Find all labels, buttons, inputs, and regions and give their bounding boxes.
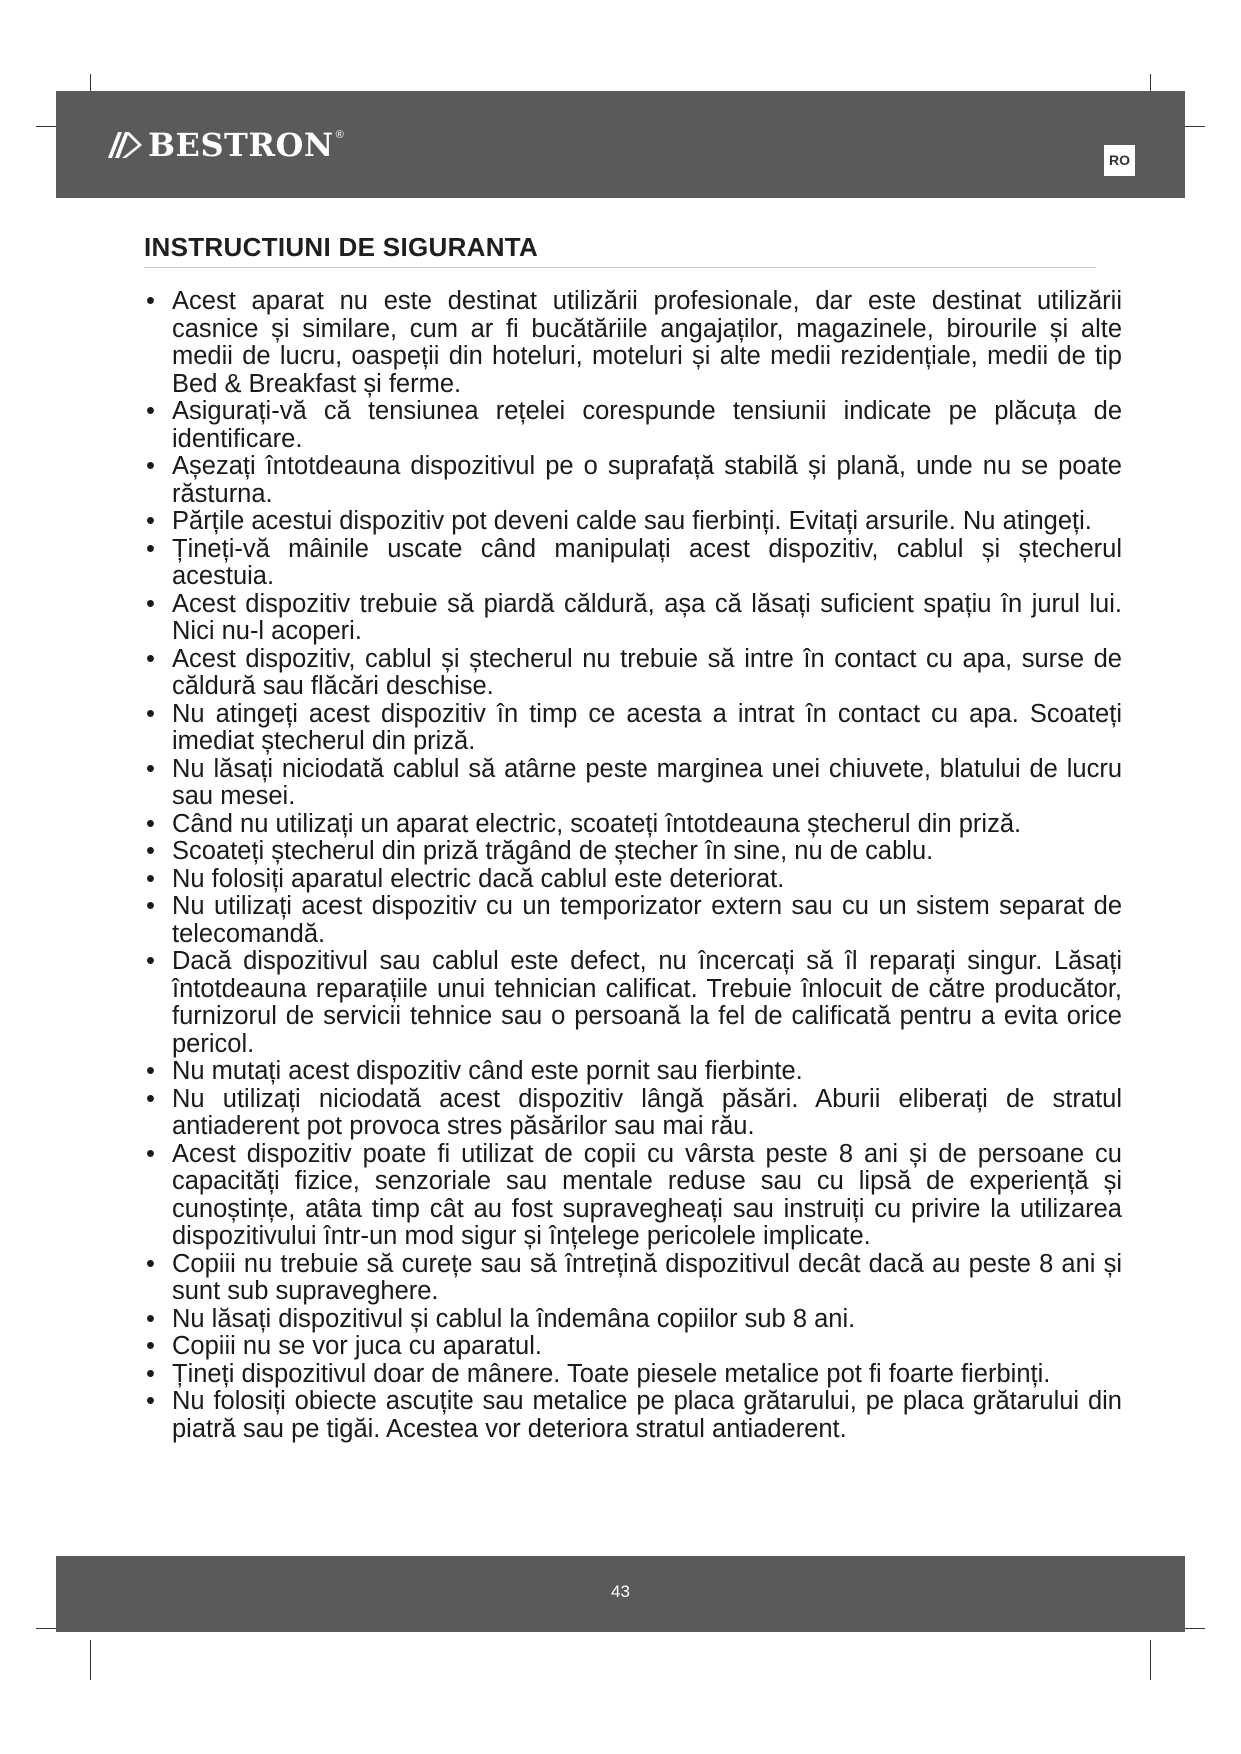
bullet: • xyxy=(146,699,155,728)
list-item xyxy=(144,591,1122,646)
bullet: • xyxy=(146,1249,155,1278)
instruction-text: Dacă dispozitivul sau cablul este defect, nu încercați să îl reparați singur. Lăsați întotdeauna reparațiile unui tehnician calificat. Trebuie înlocuit de către producător, furnizorul de servicii tehnice sau o persoană la fel de calificată pentru a evita orice pericol. xyxy=(172,947,1122,1058)
list-item xyxy=(144,508,1122,536)
list-item xyxy=(144,536,1122,591)
instruction-text: Acest dispozitiv poate fi utilizat de copii cu vârsta peste 8 ani și de persoane cu capacități fizice, senzoriale sau mentale reduse sau cu lipsă de experiență și cunoștințe, atâta timp cât au fost supravegheați sau instruiți cu privire la utilizarea dispozitivului într-un mod sigur și înțelege pericolele implicate. xyxy=(172,1139,1122,1250)
instruction-text: Copiii nu se vor juca cu aparatul. xyxy=(172,1332,542,1360)
list-item xyxy=(144,893,1122,948)
list-item xyxy=(144,838,1122,866)
instruction-text: Nu utilizați acest dispozitiv cu un temporizator extern sau cu un sistem separat de telecomandă. xyxy=(172,892,1122,948)
bullet: • xyxy=(146,809,155,838)
bullet: • xyxy=(146,947,155,975)
page-footer xyxy=(56,1556,1185,1632)
instruction-text: Nu folosiți obiecte ascuțite sau metalice pe placa grătarului, pe placa grătarului din piatră sau pe tigăi. Acestea vor deteriora stratul antiaderent. xyxy=(172,1387,1122,1443)
instruction-text: Acest aparat nu este destinat utilizării profesionale, dar este destinat utilizării casnice și similare, cum ar fi bucătăriile angajaților, magazinele, birourile și alte medii de lucru, oaspeții din hoteluri, moteluri și alte medii rezidențiale, medii de tip Bed & Breakfast și ferme. xyxy=(172,287,1122,398)
list-item xyxy=(144,756,1122,811)
title-divider xyxy=(144,267,1096,268)
bullet: • xyxy=(146,1304,155,1333)
bullet: • xyxy=(146,837,155,865)
bullet: • xyxy=(146,754,155,783)
instruction-text: Când nu utilizați un aparat electric, scoateți întotdeauna ștecherul din priză. xyxy=(172,809,1022,838)
list-item xyxy=(144,1141,1122,1251)
list-item xyxy=(144,866,1122,894)
list-item xyxy=(144,398,1122,453)
list-item xyxy=(144,1361,1122,1389)
list-item xyxy=(144,948,1122,1058)
list-item xyxy=(144,1333,1122,1361)
list-item xyxy=(144,1058,1122,1086)
list-item xyxy=(144,646,1122,701)
list-item xyxy=(144,701,1122,756)
instruction-text: Țineți dispozitivul doar de mânere. Toate piesele metalice pot fi foarte fierbinți. xyxy=(172,1359,1051,1388)
bullet: • xyxy=(146,397,155,425)
bullet: • xyxy=(146,507,155,535)
instruction-text: Nu folosiți aparatul electric dacă cablul este deteriorat. xyxy=(172,864,785,893)
bullet: • xyxy=(146,1057,155,1085)
bullet: • xyxy=(146,1139,155,1168)
registered-mark: ® xyxy=(335,129,344,141)
instruction-text: Asigurați-vă că tensiunea rețelei corespunde tensiunii indicate pe plăcuța de identificare. xyxy=(172,397,1122,453)
instruction-text: Țineți-vă mâinile uscate când manipulați acest dispozitiv, cablul și ștecherul acestuia. xyxy=(172,534,1122,590)
brand-name: BESTRON xyxy=(148,126,334,164)
bullet: • xyxy=(146,1084,155,1113)
bullet: • xyxy=(146,287,155,315)
language-badge: RO xyxy=(1104,145,1135,176)
instruction-text: Nu atingeți acest dispozitiv în timp ce acesta a intrat în contact cu apa. Scoateți imediat ștecherul din priză. xyxy=(172,699,1122,755)
bullet: • xyxy=(146,644,155,673)
bullet: • xyxy=(146,589,155,618)
bullet: • xyxy=(146,1332,155,1360)
bullet: • xyxy=(146,1359,155,1388)
instruction-text: Acest dispozitiv trebuie să piardă căldură, așa că lăsați suficient spațiu în jurul lui. Nici nu-l acoperi. xyxy=(172,589,1122,645)
instruction-text: Nu lăsați dispozitivul și cablul la îndemâna copiilor sub 8 ani. xyxy=(172,1304,856,1333)
page-title: INSTRUCTIUNI DE SIGURANTA xyxy=(144,232,539,262)
instruction-text: Acest dispozitiv, cablul și ștecherul nu trebuie să intre în contact cu apa, surse de căldură sau flăcări deschise. xyxy=(172,644,1122,700)
list-item xyxy=(144,453,1122,508)
bullet: • xyxy=(146,892,155,920)
list-item xyxy=(144,288,1122,398)
bullet: • xyxy=(146,534,155,563)
instruction-text: Părțile acestui dispozitiv pot deveni calde sau fierbinți. Evitați arsurile. Nu atingeți. xyxy=(172,507,1092,535)
crop-mark-bottom-left-vertical xyxy=(90,1640,91,1680)
page-header xyxy=(56,91,1185,198)
crop-mark-bottom-right-vertical xyxy=(1150,1640,1151,1680)
safety-instructions-list xyxy=(144,288,1122,1443)
instruction-text: Copiii nu trebuie să curețe sau să întrețină dispozitivul decât dacă au peste 8 ani și sunt sub supraveghere. xyxy=(172,1249,1122,1305)
instruction-text: Scoateți ștecherul din priză trăgând de ștecher în sine, nu de cablu. xyxy=(172,837,934,865)
instruction-text: Nu mutați acest dispozitiv când este pornit sau fierbinte. xyxy=(172,1057,803,1085)
bullet: • xyxy=(146,1387,155,1415)
page-number: 43 xyxy=(611,1582,630,1601)
brand-chevron-icon xyxy=(106,130,142,160)
bullet: • xyxy=(146,452,155,480)
list-item xyxy=(144,811,1122,839)
list-item xyxy=(144,1388,1122,1443)
list-item xyxy=(144,1251,1122,1306)
instruction-text: Nu utilizați niciodată acest dispozitiv lângă păsări. Aburii eliberați de stratul antiaderent pot provoca stres păsărilor sau mai rău. xyxy=(172,1084,1122,1140)
brand-logo xyxy=(106,126,344,164)
instruction-text: Așezați întotdeauna dispozitivul pe o suprafață stabilă și plană, unde nu se poate răsturna. xyxy=(172,452,1122,508)
list-item xyxy=(144,1086,1122,1141)
instruction-text: Nu lăsați niciodată cablul să atârne peste marginea unei chiuvete, blatului de lucru sau mesei. xyxy=(172,754,1122,810)
bullet: • xyxy=(146,864,155,893)
list-item xyxy=(144,1306,1122,1334)
